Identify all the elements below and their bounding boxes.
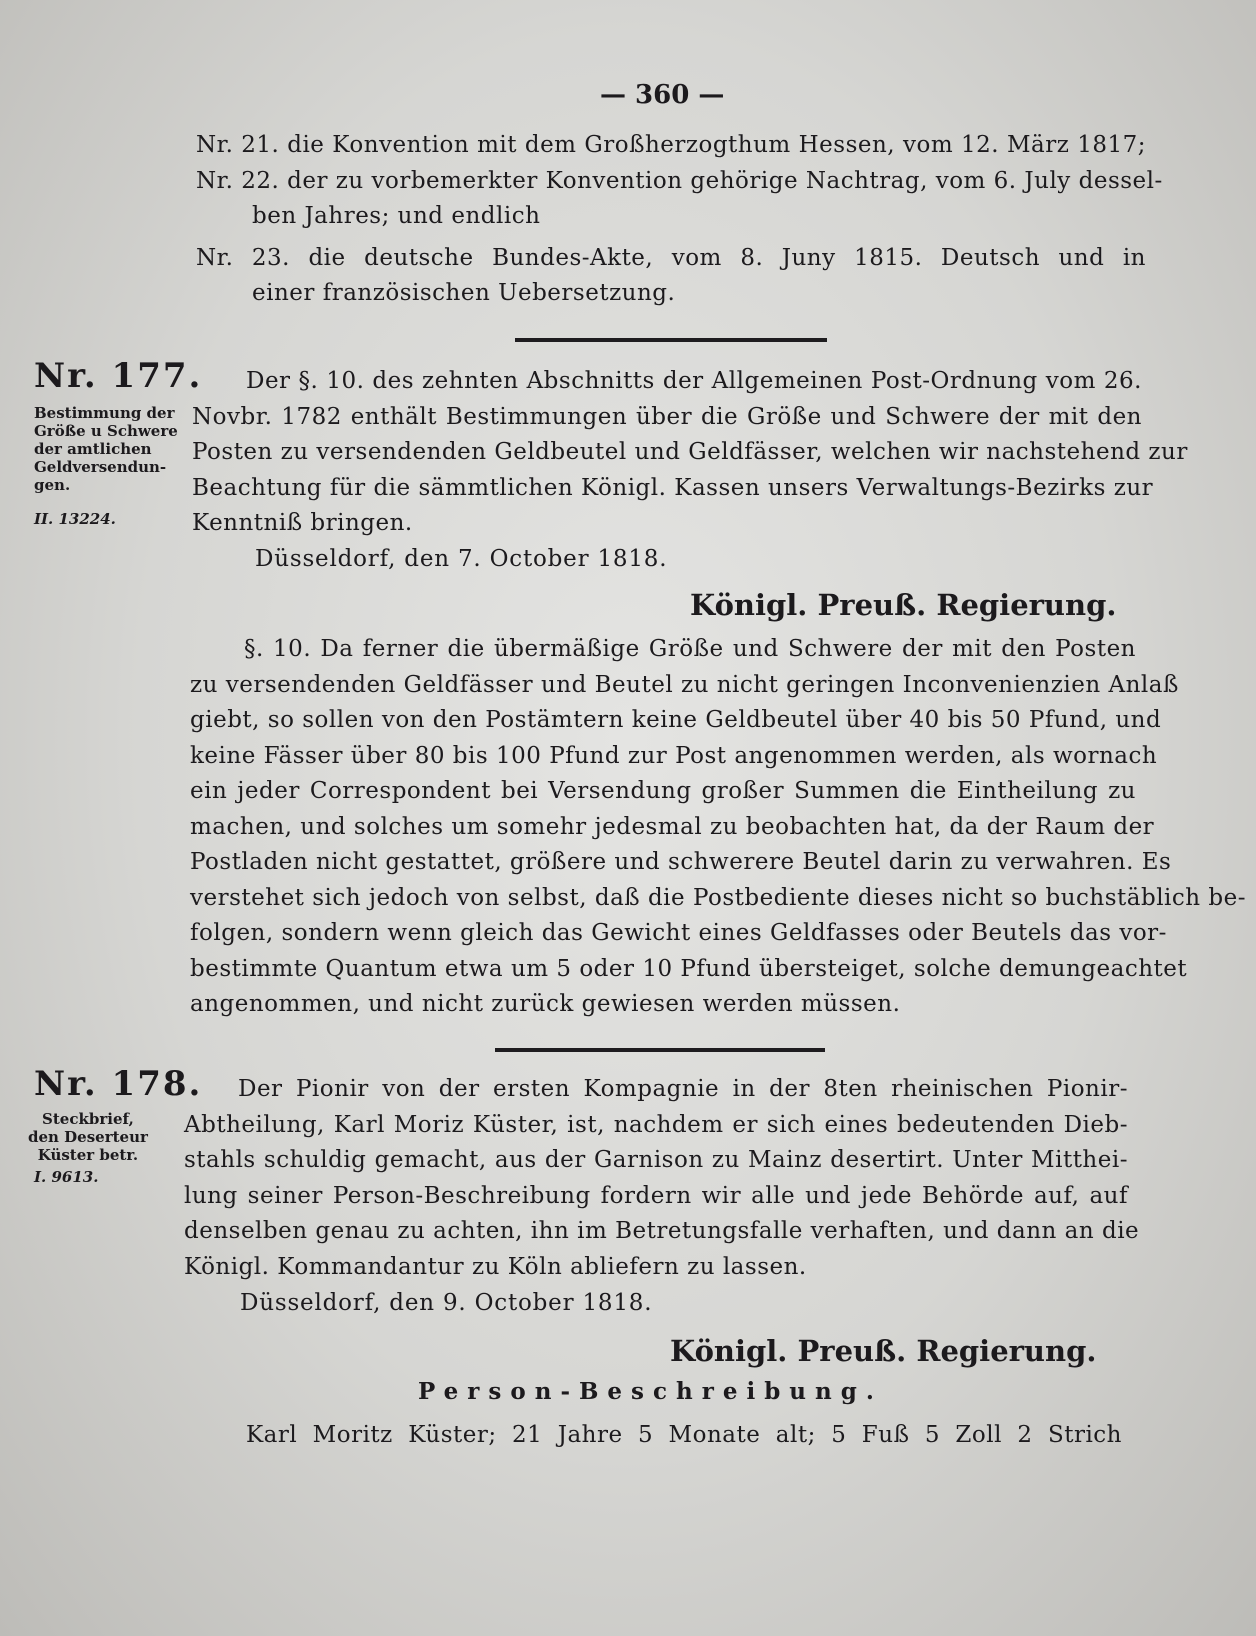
- list-item: Nr. 23. die deutsche Bundes-Akte, vom 8. Juny 1815. Deutsch und in: [196, 244, 1146, 271]
- reference-177: II. 13224.: [34, 510, 116, 528]
- description: [246, 1418, 1122, 1454]
- text-line: Königl. Kommandantur zu Köln abliefern zu lassen.: [184, 1253, 807, 1280]
- date-177: Düsseldorf, den 7. October 1818.: [255, 546, 668, 572]
- text-line: folgen, sondern wenn gleich das Gewicht eines Geldfasses oder Beutels das vor-: [190, 920, 1167, 946]
- list-item-cont: ben Jahres; und endlich: [252, 203, 541, 229]
- text-line: zu versendenden Geldfässer und Beutel zu nicht geringen Inconvenienzien Anlaß: [190, 671, 1179, 698]
- margin-note-line: gen.: [34, 476, 71, 494]
- text-line: ein jeder Correspondent bei Versendung großer Summen die Eintheilung zu: [190, 778, 1136, 804]
- text-line: Der Pionir von der ersten Kompagnie in der 8ten rheinischen Pionir-: [238, 1076, 1128, 1102]
- paragraph-10: [190, 632, 1247, 1023]
- section-divider: [515, 338, 827, 342]
- margin-note-line: der amtlichen: [34, 440, 152, 458]
- text-line: denselben genau zu achten, ihn im Betretungsfalle verhaften, und dann an die: [184, 1218, 1140, 1244]
- margin-note-line: Küster betr.: [37, 1146, 139, 1164]
- margin-note-line: Größe u Schwere: [34, 422, 178, 440]
- text-line: giebt, so sollen von den Postämtern keine Geldbeutel über 40 bis 50 Pfund, und: [190, 707, 1162, 733]
- text-line: Der §. 10. des zehnten Abschnitts der Allgemeinen Post-Ordnung vom 26.: [246, 368, 1142, 394]
- margin-note-178: [28, 1110, 148, 1164]
- text-line: verstehet sich jedoch von selbst, daß die Postbediente dieses nicht so buchstäblich be-: [190, 884, 1247, 911]
- margin-note-line: Geldversendun-: [34, 458, 167, 476]
- entry-number-178: Nr. 178.: [34, 1064, 203, 1104]
- list-item-cont: einer französischen Uebersetzung.: [252, 280, 676, 306]
- text-line: Novbr. 1782 enthält Bestimmungen über die Größe und Schwere der mit den: [192, 403, 1142, 430]
- list-item: Nr. 21. die Konvention mit dem Großherzogthum Hessen, vom 12. März 1817;: [196, 132, 1146, 158]
- text-line: stahls schuldig gemacht, aus der Garnison zu Mainz desertirt. Unter Mitthei-: [184, 1147, 1128, 1173]
- text-line: keine Fässer über 80 bis 100 Pfund zur Post angenommen werden, als wornach: [190, 742, 1158, 769]
- margin-note-177: [34, 404, 178, 494]
- signature-177: Königl. Preuß. Regierung.: [690, 588, 1117, 622]
- signature-178: Königl. Preuß. Regierung.: [670, 1334, 1097, 1368]
- list-item: Nr. 22. der zu vorbemerkter Konvention gehörige Nachtrag, vom 6. July dessel-: [196, 167, 1163, 194]
- text-line: §. 10. Da ferner die übermäßige Größe und Schwere der mit den Posten: [244, 636, 1136, 662]
- text-line: angenommen, und nicht zurück gewiesen werden müssen.: [190, 991, 901, 1017]
- page-number: — 360 —: [600, 80, 725, 110]
- body-177: [192, 364, 1188, 542]
- body-178: [184, 1072, 1140, 1285]
- text-line: bestimmte Quantum etwa um 5 oder 10 Pfund übersteiget, solche demungeachtet: [190, 955, 1188, 982]
- entry-number-177: Nr. 177.: [34, 356, 203, 396]
- text-line: Beachtung für die sämmtlichen Königl. Kassen unsers Verwaltungs-Bezirks zur: [192, 474, 1154, 501]
- text-line: Karl Moritz Küster; 21 Jahre 5 Monate alt; 5 Fuß 5 Zoll 2 Strich: [246, 1422, 1122, 1448]
- margin-note-line: Bestimmung der: [34, 404, 175, 422]
- description-heading: Person-Beschreibung.: [418, 1378, 883, 1405]
- margin-note-line: Steckbrief,: [42, 1110, 134, 1128]
- text-line: Postladen nicht gestattet, größere und schwerere Beutel darin zu verwahren. Es: [190, 849, 1172, 875]
- text-line: Kenntniß bringen.: [192, 510, 413, 536]
- section-divider: [495, 1048, 825, 1052]
- text-line: Abtheilung, Karl Moriz Küster, ist, nachdem er sich eines bedeutenden Dieb-: [184, 1111, 1128, 1138]
- text-line: machen, und solches um somehr jedesmal zu beobachten hat, da der Raum der: [190, 813, 1155, 840]
- text-line: lung seiner Person-Beschreibung fordern wir alle und jede Behörde auf, auf: [184, 1182, 1128, 1209]
- date-178: Düsseldorf, den 9. October 1818.: [240, 1290, 653, 1316]
- margin-note-line: den Deserteur: [28, 1128, 148, 1146]
- reference-178: I. 9613.: [34, 1168, 99, 1186]
- text-line: Posten zu versendenden Geldbeutel und Geldfässer, welchen wir nachstehend zur: [192, 439, 1188, 465]
- enclosure-list: [196, 128, 1163, 312]
